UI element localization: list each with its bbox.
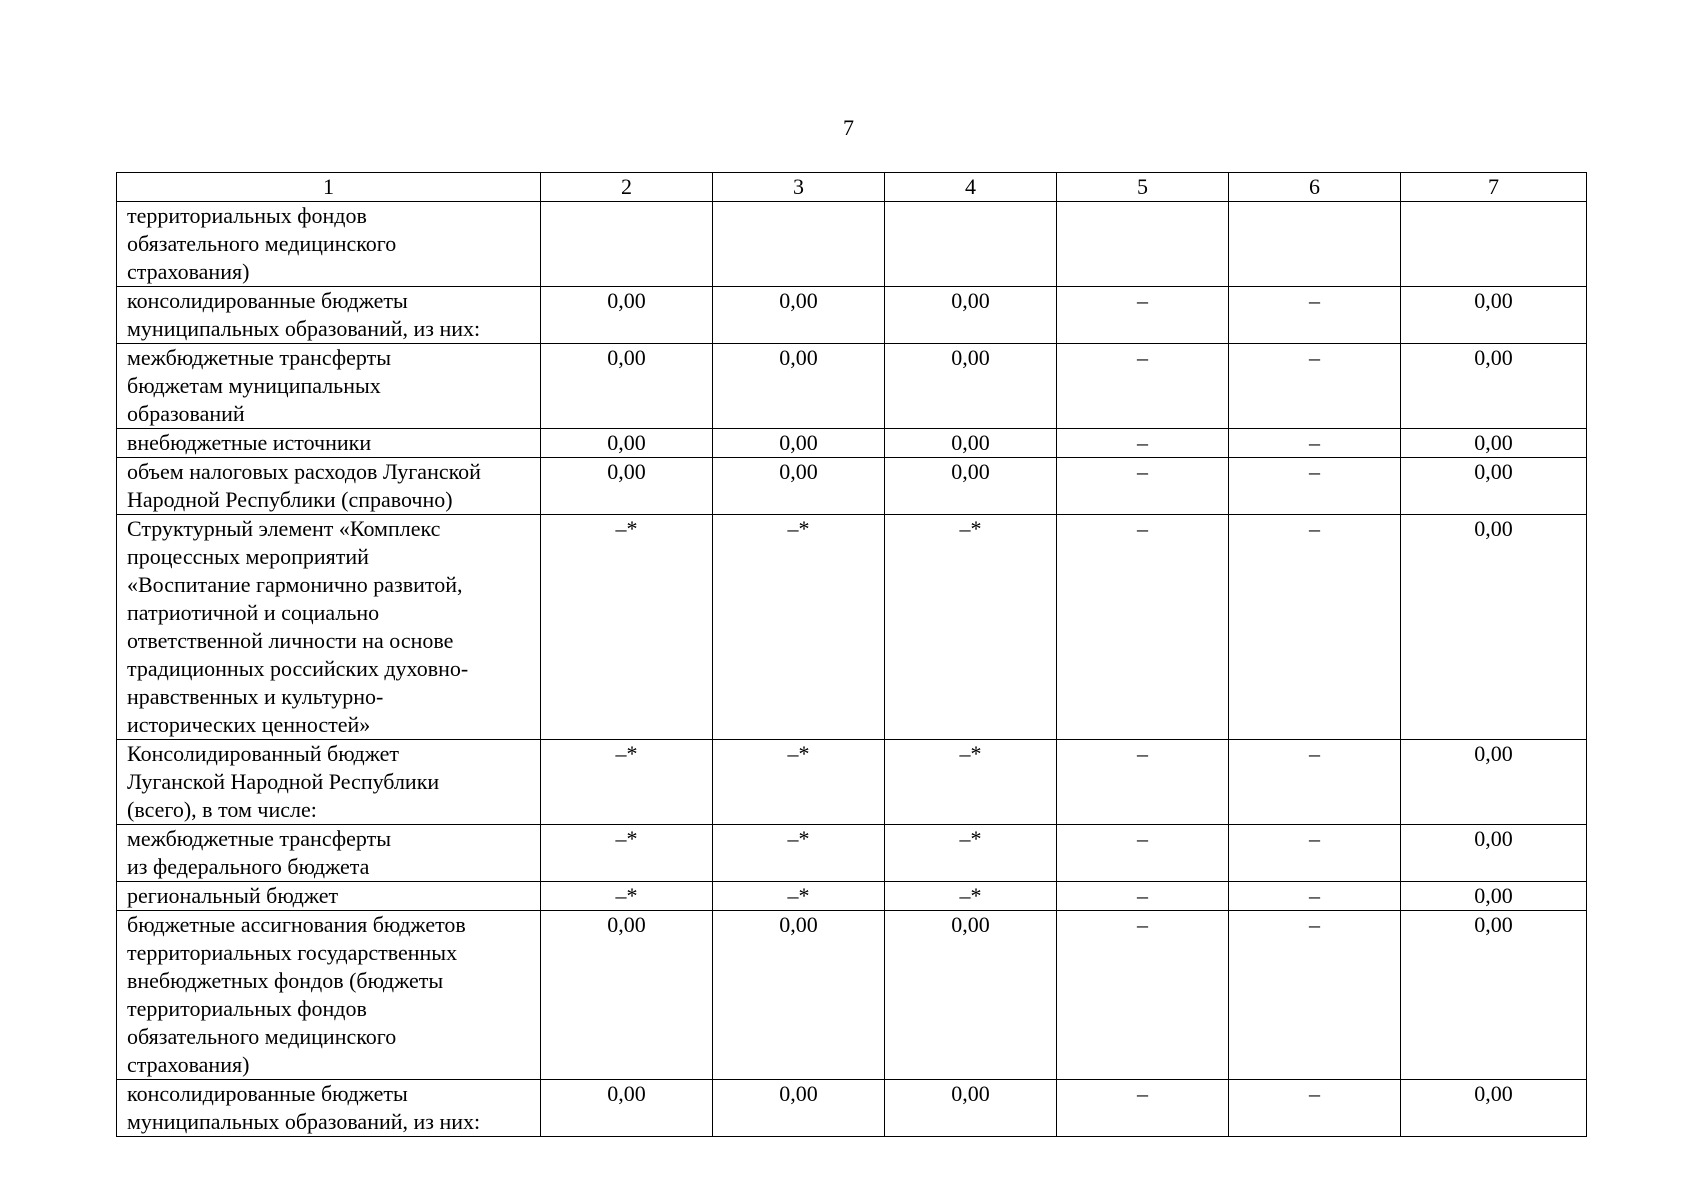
value-cell: –: [1057, 911, 1229, 1080]
value-cell: [885, 202, 1057, 287]
value-cell: 0,00: [541, 911, 713, 1080]
table-row: [117, 202, 1587, 287]
value-cell: –*: [885, 825, 1057, 882]
value-cell: 0,00: [541, 344, 713, 429]
value-cell: 0,00: [541, 458, 713, 515]
row-label: Консолидированный бюджет Луганской Народной Республики (всего), в том числе:: [117, 740, 541, 825]
value-cell: –*: [541, 882, 713, 911]
column-header: 5: [1057, 173, 1229, 202]
table-row: [117, 740, 1587, 825]
value-cell: 0,00: [885, 458, 1057, 515]
row-label: межбюджетные трансферты из федерального бюджета: [117, 825, 541, 882]
value-cell: –: [1229, 825, 1401, 882]
value-cell: 0,00: [1401, 344, 1587, 429]
value-cell: 0,00: [1401, 882, 1587, 911]
table-row: [117, 429, 1587, 458]
value-cell: –*: [885, 882, 1057, 911]
value-cell: 0,00: [885, 1080, 1057, 1137]
column-header: 4: [885, 173, 1057, 202]
table-row: [117, 458, 1587, 515]
value-cell: –: [1057, 740, 1229, 825]
value-cell: 0,00: [541, 1080, 713, 1137]
value-cell: –*: [713, 740, 885, 825]
table-row: [117, 287, 1587, 344]
value-cell: –: [1229, 287, 1401, 344]
value-cell: 0,00: [541, 429, 713, 458]
value-cell: 0,00: [885, 911, 1057, 1080]
row-label: бюджетные ассигнования бюджетов территориальных государственных внебюджетных фондов (бюджеты территориальных фондов обязательного медицинского страхования): [117, 911, 541, 1080]
value-cell: 0,00: [1401, 1080, 1587, 1137]
value-cell: –: [1057, 515, 1229, 740]
value-cell: –*: [541, 515, 713, 740]
table-row: [117, 344, 1587, 429]
value-cell: 0,00: [1401, 458, 1587, 515]
row-label: межбюджетные трансферты бюджетам муниципальных образований: [117, 344, 541, 429]
value-cell: 0,00: [1401, 287, 1587, 344]
value-cell: –*: [541, 825, 713, 882]
value-cell: [1401, 202, 1587, 287]
row-label: внебюджетные источники: [117, 429, 541, 458]
value-cell: 0,00: [713, 1080, 885, 1137]
value-cell: –*: [713, 882, 885, 911]
value-cell: –*: [713, 515, 885, 740]
value-cell: 0,00: [1401, 825, 1587, 882]
value-cell: 0,00: [1401, 740, 1587, 825]
value-cell: –*: [541, 740, 713, 825]
value-cell: –: [1229, 515, 1401, 740]
value-cell: –: [1229, 740, 1401, 825]
row-label: консолидированные бюджеты муниципальных образований, из них:: [117, 287, 541, 344]
value-cell: –: [1229, 458, 1401, 515]
row-label: консолидированные бюджеты муниципальных образований, из них:: [117, 1080, 541, 1137]
value-cell: 0,00: [1401, 515, 1587, 740]
value-cell: –*: [885, 515, 1057, 740]
table-row: [117, 882, 1587, 911]
value-cell: –: [1229, 344, 1401, 429]
table-row: [117, 825, 1587, 882]
value-cell: –: [1057, 287, 1229, 344]
row-label: территориальных фондов обязательного медицинского страхования): [117, 202, 541, 287]
value-cell: –: [1229, 1080, 1401, 1137]
value-cell: [713, 202, 885, 287]
value-cell: [1229, 202, 1401, 287]
column-header: 1: [117, 173, 541, 202]
value-cell: 0,00: [885, 344, 1057, 429]
table-row: [117, 515, 1587, 740]
table-header-row: [117, 173, 1587, 202]
value-cell: 0,00: [885, 429, 1057, 458]
value-cell: 0,00: [713, 429, 885, 458]
column-header: 7: [1401, 173, 1587, 202]
value-cell: 0,00: [1401, 911, 1587, 1080]
value-cell: –: [1229, 429, 1401, 458]
value-cell: 0,00: [1401, 429, 1587, 458]
value-cell: 0,00: [713, 911, 885, 1080]
value-cell: 0,00: [713, 287, 885, 344]
value-cell: –: [1057, 825, 1229, 882]
value-cell: 0,00: [541, 287, 713, 344]
table-row: [117, 1080, 1587, 1137]
value-cell: –*: [713, 825, 885, 882]
table-row: [117, 911, 1587, 1080]
row-label: объем налоговых расходов Луганской Народной Республики (справочно): [117, 458, 541, 515]
value-cell: 0,00: [885, 287, 1057, 344]
column-header: 2: [541, 173, 713, 202]
funding-table: [116, 172, 1587, 1137]
value-cell: [1057, 202, 1229, 287]
value-cell: 0,00: [713, 458, 885, 515]
row-label: региональный бюджет: [117, 882, 541, 911]
value-cell: –: [1057, 429, 1229, 458]
page-number: 7: [843, 115, 854, 140]
value-cell: –: [1057, 344, 1229, 429]
column-header: 6: [1229, 173, 1401, 202]
value-cell: –: [1229, 882, 1401, 911]
row-label: Структурный элемент «Комплекс процессных мероприятий «Воспитание гармонично развитой, патриотичной и социально ответственной личности на основе традиционных российских духовно- нравственных и культурно- исторических ценностей»: [117, 515, 541, 740]
column-header: 3: [713, 173, 885, 202]
value-cell: –: [1229, 911, 1401, 1080]
value-cell: –: [1057, 882, 1229, 911]
value-cell: 0,00: [713, 344, 885, 429]
value-cell: –*: [885, 740, 1057, 825]
value-cell: –: [1057, 1080, 1229, 1137]
value-cell: –: [1057, 458, 1229, 515]
value-cell: [541, 202, 713, 287]
